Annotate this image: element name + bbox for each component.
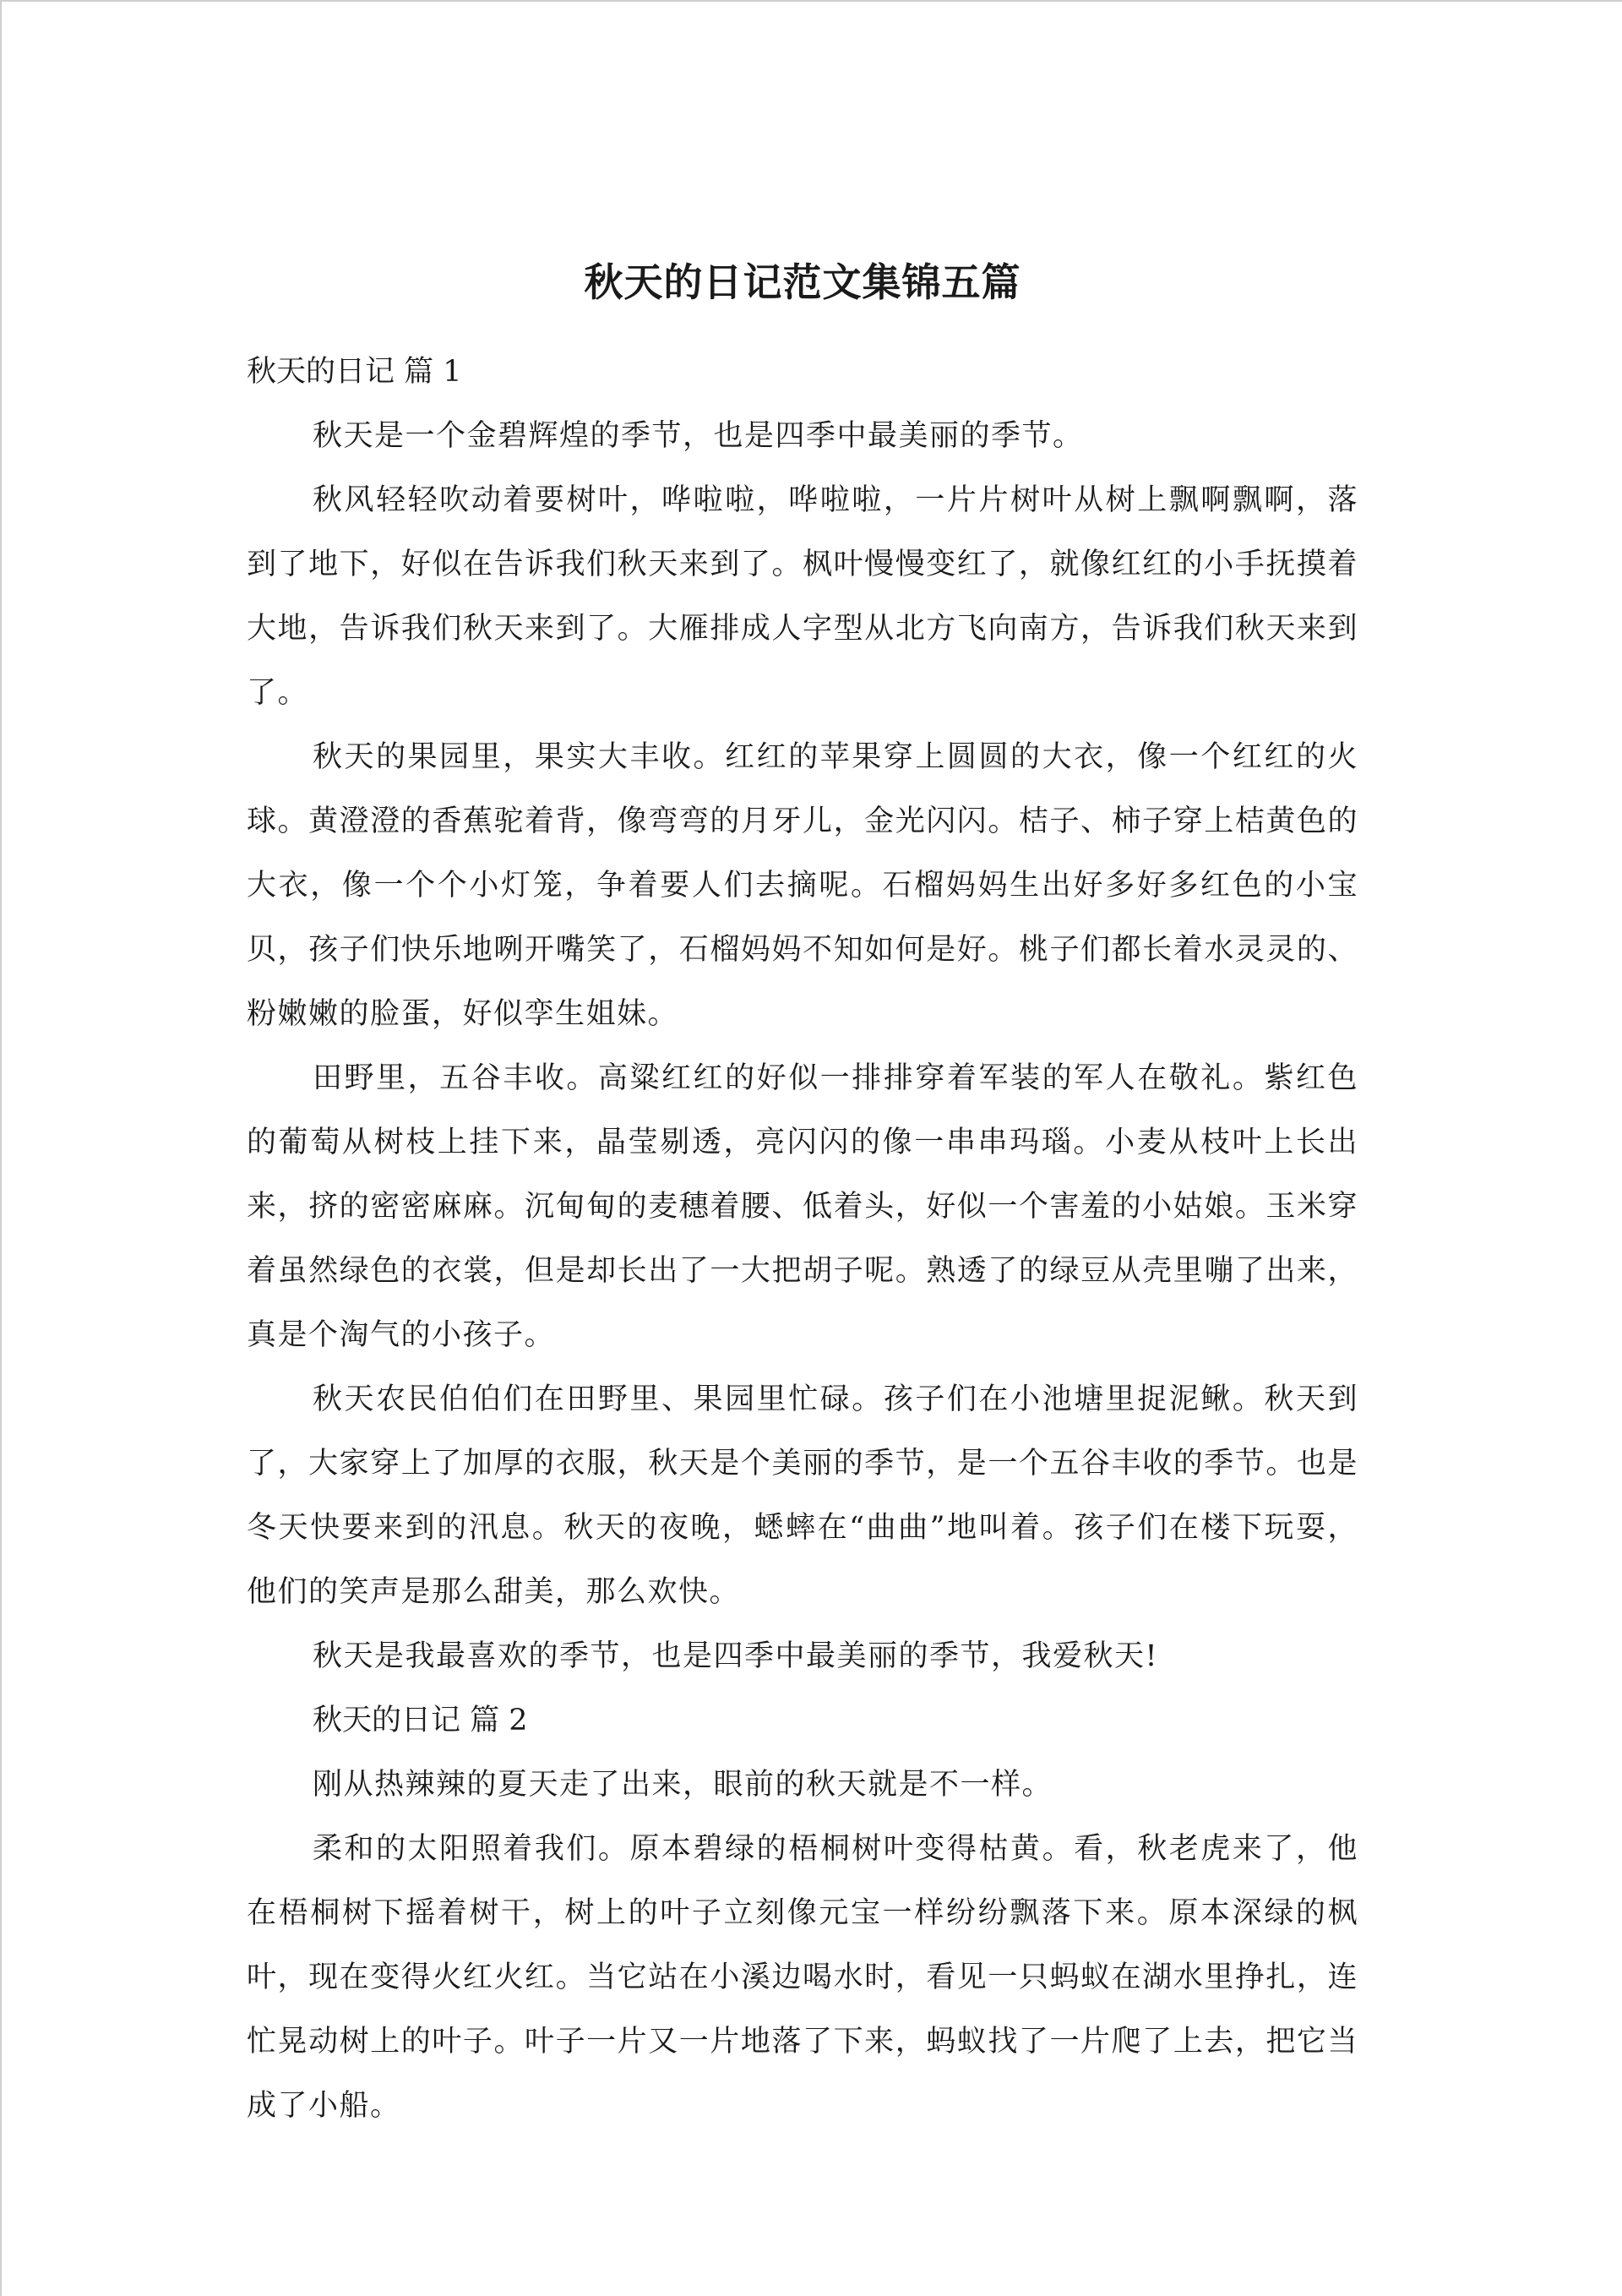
section-1 <box>247 340 1358 1688</box>
paragraph: 刚从热辣辣的夏天走了出来，眼前的秋天就是不一样。 <box>313 1768 1053 1802</box>
paragraph: 田野里，五谷丰收。高粱红红的好似一排排穿着军装的军人在敬礼。紫红色的葡萄从树枝上挂下来，晶莹剔透，亮闪闪的像一串串玛瑙。小麦从枝叶上长出来，挤的密密麻麻。沉甸甸的麦穗着腰、低着头，好似一个害羞的小姑娘。玉米穿着虽然绿色的衣裳，但是却长出了一大把胡子呢。熟透了的绿豆从壳里嘣了出来，真是个淘气的小孩子。 <box>247 1061 1358 1352</box>
paragraph: 秋天农民伯伯们在田野里、果园里忙碌。孩子们在小池塘里捉泥鳅。秋天到了，大家穿上了加厚的衣服，秋天是个美丽的季节，是一个五谷丰收的季节。也是冬天快要来到的汛息。秋天的夜晚，蟋蟀在“曲曲”地叫着。孩子们在楼下玩耍，他们的笑声是那么甜美，那么欢快。 <box>247 1383 1358 1609</box>
paragraph: 秋风轻轻吹动着要树叶，哗啦啦，哗啦啦，一片片树叶从树上飘啊飘啊，落到了地下，好似在告诉我们秋天来到了。枫叶慢慢变红了，就像红红的小手抚摸着大地，告诉我们秋天来到了。大雁排成人字型从北方飞向南方，告诉我们秋天来到了。 <box>247 483 1358 710</box>
paragraph: 秋天是一个金碧辉煌的季节，也是四季中最美丽的季节。 <box>313 419 1084 453</box>
paragraph: 秋天是我最喜欢的季节，也是四季中最美丽的季节，我爱秋天! <box>313 1639 1159 1673</box>
document-body <box>247 228 1358 2138</box>
paragraph: 秋天的果园里，果实大丰收。红红的苹果穿上圆圆的大衣，像一个红红的火球。黄澄澄的香蕉驼着背，像弯弯的月牙儿，金光闪闪。桔子、柿子穿上桔黄色的大衣，像一个个小灯笼，争着要人们去摘呢。石榴妈妈生出好多好多红色的小宝贝，孩子们快乐地咧开嘴笑了，石榴妈妈不知如何是好。桃子们都长着水灵灵的、粉嫩嫩的脸蛋，好似孪生姐妹。 <box>247 740 1358 1031</box>
section-heading: 秋天的日记 篇 2 <box>313 1704 528 1737</box>
section-heading: 秋天的日记 篇 1 <box>247 355 462 389</box>
paragraph: 柔和的太阳照着我们。原本碧绿的梧桐树叶变得枯黄。看，秋老虎来了，他在梧桐树下摇着树干，树上的叶子立刻像元宝一样纷纷飘落下来。原本深绿的枫叶，现在变得火红火红。当它站在小溪边喝水时，看见一只蚂蚁在湖水里挣扎，连忙晃动树上的叶子。叶子一片又一片地落了下来，蚂蚁找了一片爬了上去，把它当成了小船。 <box>247 1832 1358 2123</box>
section-2 <box>247 1688 1358 2138</box>
document-title: 秋天的日记范文集锦五篇 <box>584 259 1021 305</box>
